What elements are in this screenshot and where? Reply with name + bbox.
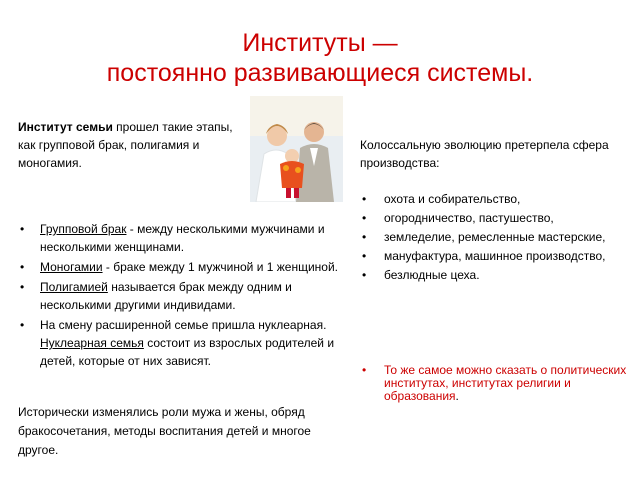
history-summary: Исторически изменялись роли мужа и жены, обряд бракосочетания, методы воспитания детей и многое другое.: [18, 405, 311, 457]
intro-bold: Институт семьи: [18, 120, 113, 134]
list-item: • земледелие, ремесленные мастерские,: [360, 231, 630, 244]
production-lead: Колоссальную эволюцию претерпела сфера производства:: [360, 138, 609, 170]
family-intro: [18, 118, 240, 172]
list-item: [18, 220, 348, 256]
intro-text: прошел такие этапы, как групповой брак, полигамия и моногамия.: [18, 120, 233, 170]
title-line-2: постоянно развивающиеся системы.: [106, 59, 534, 87]
list-item: • огородничество, пастушество,: [360, 212, 630, 225]
title-line-1: Институты —: [242, 29, 398, 57]
list-item: [18, 316, 348, 370]
list-item: • охота и собирательство,: [360, 193, 630, 206]
production-stages-list: [360, 193, 630, 288]
marriage-types-list: [18, 220, 348, 372]
term-text: - между несколькими мужчинами и несколькими женщинами.: [40, 222, 325, 254]
wedding-couple-photo: [250, 96, 343, 202]
term-text: - браке между 1 мужчиной и 1 женщиной.: [102, 260, 338, 274]
institutions-note: [360, 364, 635, 403]
list-item: [18, 258, 348, 276]
list-item: • мануфактура, машинное производство,: [360, 250, 630, 263]
term-monogamy: Моногамии: [40, 260, 103, 274]
wedding-couple-illustration: [250, 96, 343, 202]
term-nuclear-family: Нуклеарная семья: [40, 336, 144, 350]
term-pre: На смену расширенной семье пришла нуклеарная.: [40, 318, 327, 332]
list-item: [18, 278, 348, 314]
term-text: называется брак между одним и несколькими другими индивидами.: [40, 280, 292, 312]
note-end: .: [455, 389, 459, 403]
term-group-marriage: Групповой брак: [40, 222, 127, 236]
note-text: То же самое можно сказать о политических институтах, институтах религии и образования: [384, 363, 627, 403]
list-item: • безлюдные цеха.: [360, 269, 630, 282]
term-text: состоит из взрослых родителей и детей, которые от них зависят.: [40, 336, 335, 368]
slide-title: [0, 28, 640, 88]
term-polygamy: Полигамией: [40, 280, 108, 294]
